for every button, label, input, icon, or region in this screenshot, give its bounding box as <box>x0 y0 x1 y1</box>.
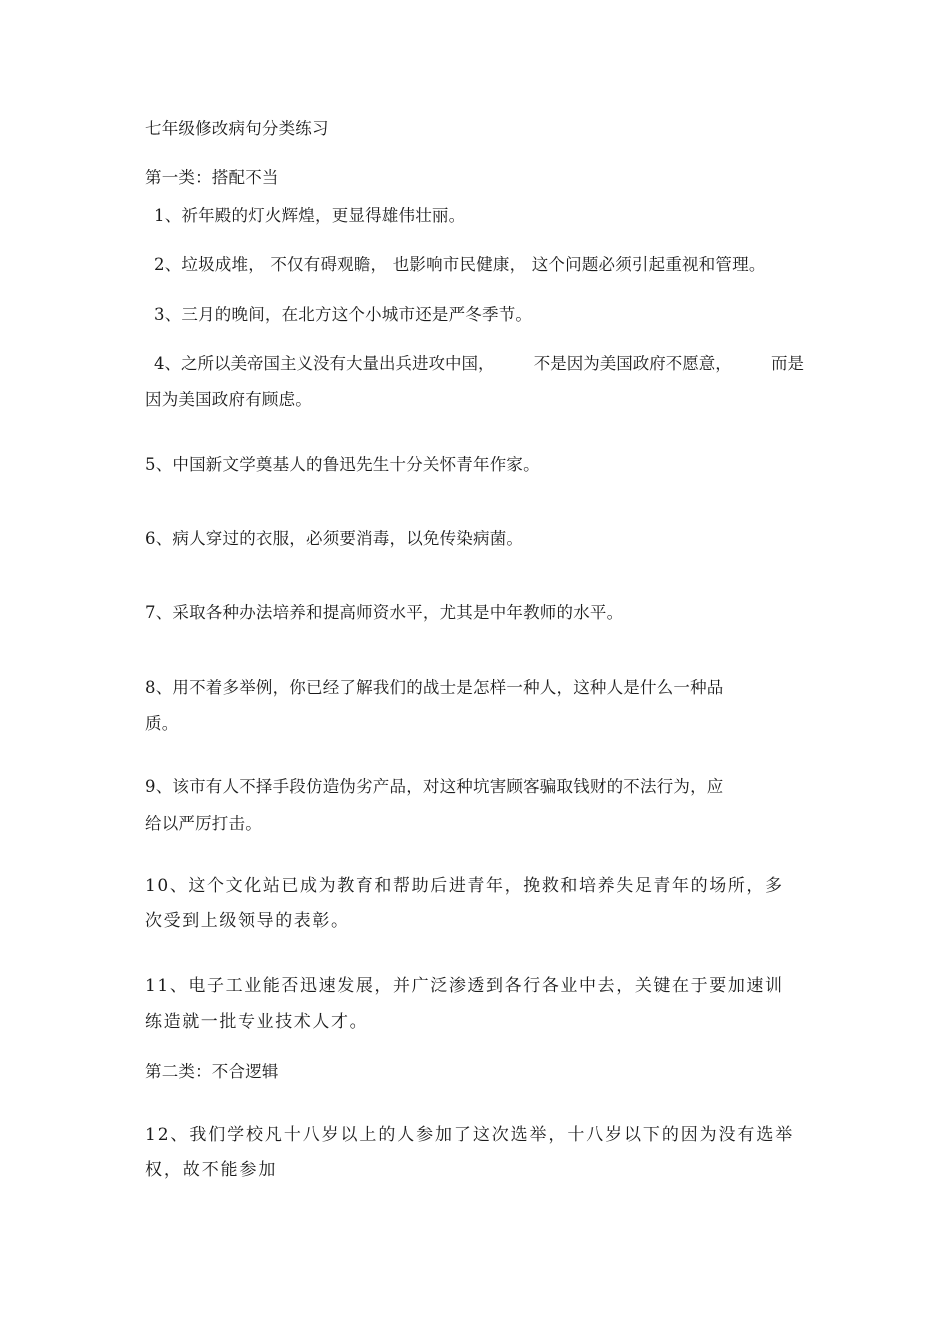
exercise-item-12-line-1: 12、我们学校凡十八岁以上的人参加了这次选举，十八岁以下的因为没有选举 <box>145 1125 795 1145</box>
exercise-item-4-part-2: 不是因为美国政府不愿意， <box>533 354 732 373</box>
section-heading-2: 第二类：不合逻辑 <box>145 1062 279 1081</box>
exercise-item-6: 6、病人穿过的衣服，必须要消毒，以免传染病菌。 <box>145 529 524 548</box>
exercise-item-9-line-2: 给以严厉打击。 <box>145 814 262 833</box>
exercise-item-9-line-1: 9、该市有人不择手段仿造伪劣产品，对这种坑害顾客骗取钱财的不法行为，应 <box>145 777 724 796</box>
exercise-item-10-line-2: 次受到上级领导的表彰。 <box>145 911 350 931</box>
exercise-item-8-line-2: 质。 <box>145 714 179 733</box>
exercise-item-11-line-1: 11、电子工业能否迅速发展，并广泛渗透到各行各业中去，关键在于要加速训 <box>145 976 784 996</box>
document-title: 七年级修改病句分类练习 <box>145 119 329 138</box>
exercise-item-10-line-1: 10、这个文化站已成为教育和帮助后进青年，挽救和培养失足青年的场所，多 <box>145 876 784 896</box>
exercise-item-3: 3、三月的晚间，在北方这个小城市还是严冬季节。 <box>154 305 533 324</box>
exercise-item-2: 2、垃圾成堆， 不仅有碍观瞻， 也影响市民健康， 这个问题必须引起重视和管理。 <box>154 255 766 274</box>
exercise-item-7: 7、采取各种办法培养和提高师资水平，尤其是中年教师的水平。 <box>145 603 624 622</box>
exercise-item-1: 1、祈年殿的灯火辉煌，更显得雄伟壮丽。 <box>154 206 466 225</box>
exercise-item-4-line-1 <box>154 354 804 374</box>
exercise-item-5: 5、中国新文学奠基人的鲁迅先生十分关怀青年作家。 <box>145 455 540 474</box>
exercise-item-4-part-3: 而是 <box>771 354 804 373</box>
exercise-item-8-line-1: 8、用不着多举例，你已经了解我们的战士是怎样一种人，这种人是什么一种品 <box>145 678 724 697</box>
exercise-item-12-line-2: 权，故不能参加 <box>145 1160 278 1180</box>
exercise-item-4-part-1: 4、之所以美帝国主义没有大量出兵进攻中国， <box>154 354 495 373</box>
exercise-item-11-line-2: 练造就一批专业技术人才。 <box>145 1012 369 1032</box>
section-heading-1: 第一类：搭配不当 <box>145 168 279 187</box>
exercise-item-4-line-2: 因为美国政府有顾虑。 <box>145 390 312 409</box>
